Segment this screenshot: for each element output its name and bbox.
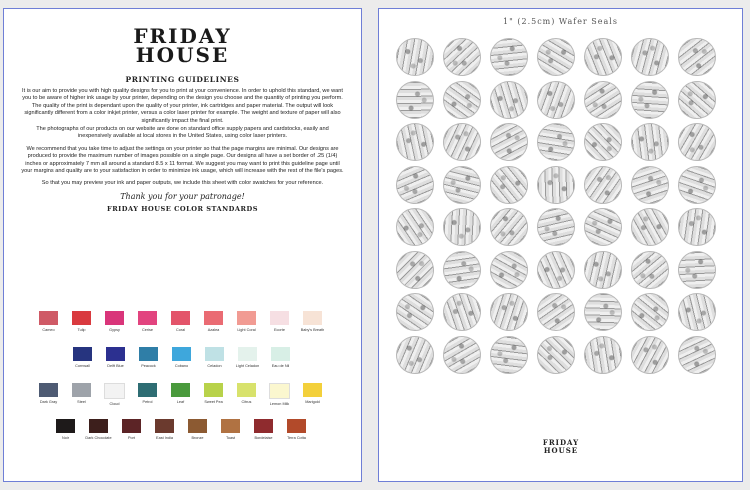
guidelines-paragraph-1: It is our aim to provide you with high quality designs for you to print at your convenience. In order to uphold this standard, we want you to be aware of higher ink usage by your printer, depending on the design you choose and the quantity of printing you perform. The quality of the print is dependant upon the quality of your printer, ink cartridges and paper material. The output will look significantly different from a color inkjet printer, versus a color laser printer for example. The weight and texture of paper will also significantly impact the final print.	[22, 88, 343, 124]
guidelines-paragraph-2: The photographs of our products on our website are done on standard office supply papers and cardstocks, easily and inexpensively available at local stores in the United States, using color laser printers.	[36, 126, 329, 140]
wafer-seal	[389, 243, 442, 296]
color-swatch	[131, 383, 164, 406]
color-swatch	[247, 419, 280, 440]
color-swatch	[296, 383, 329, 406]
swatch-chip	[204, 383, 223, 397]
wafer-seal	[534, 77, 578, 121]
wafer-seal	[393, 77, 438, 122]
swatch-chip	[72, 311, 91, 325]
swatch-row-4	[49, 419, 313, 440]
wafer-seal	[576, 73, 630, 127]
swatch-chip	[237, 383, 256, 397]
swatch-chip	[138, 311, 157, 325]
color-swatch	[65, 311, 98, 332]
swatch-label: Ecorte	[274, 328, 285, 332]
wafer-seal	[441, 206, 483, 248]
color-swatch	[280, 419, 313, 440]
wafer-seal	[488, 291, 531, 334]
color-swatch	[230, 383, 263, 406]
wafer-seal	[482, 158, 536, 212]
wafer-seal	[483, 201, 535, 253]
seal-grid	[396, 38, 716, 378]
swatch-label: Light Coral	[237, 328, 256, 332]
color-swatch	[65, 383, 98, 406]
wafer-seal	[582, 291, 625, 334]
wafer-seal	[436, 286, 488, 338]
wafer-seal	[583, 250, 623, 290]
swatch-chip	[188, 419, 207, 433]
wafer-seal	[392, 332, 438, 378]
swatch-label: Bordelaise	[254, 436, 273, 440]
swatch-label: Citrus	[241, 400, 252, 404]
color-swatch	[82, 419, 115, 440]
swatch-chip	[238, 347, 257, 361]
swatch-chip	[155, 419, 174, 433]
wafer-seal	[671, 328, 724, 381]
swatch-row-1	[32, 311, 329, 332]
wafer-seal	[483, 74, 534, 125]
color-swatch	[198, 347, 231, 368]
swatch-label: Light Celadon	[235, 364, 260, 368]
color-swatch	[132, 347, 165, 368]
wafer-seal	[530, 328, 583, 381]
swatch-label: Eau de Nil	[271, 364, 290, 368]
footer-logo	[537, 439, 585, 455]
swatch-row-2	[66, 347, 297, 368]
wafer-seal	[435, 30, 488, 83]
swatch-chip	[89, 419, 108, 433]
wafer-seal	[626, 331, 674, 379]
color-swatch	[115, 419, 148, 440]
swatch-chip	[73, 347, 92, 361]
wafer-seal	[675, 163, 718, 206]
wafer-seal	[437, 74, 488, 125]
color-swatch	[98, 383, 131, 406]
swatch-label: Steel	[77, 400, 86, 404]
color-swatch	[230, 311, 263, 332]
swatch-label: Cobano	[174, 364, 189, 368]
wafer-seal	[531, 202, 581, 252]
wafer-seals-page	[378, 8, 743, 482]
swatch-label: Peacock	[141, 364, 156, 368]
wafer-seal	[626, 118, 673, 165]
wafer-seal	[389, 158, 442, 211]
color-swatch	[32, 383, 65, 406]
swatch-label: Noir	[62, 436, 69, 440]
wafer-seal	[670, 30, 724, 84]
swatch-chip	[122, 419, 141, 433]
swatch-chip	[287, 419, 306, 433]
swatch-chip	[205, 347, 224, 361]
swatch-row-3	[32, 383, 329, 406]
swatch-label: Azalea	[207, 328, 220, 332]
logo-line-2: HOUSE	[135, 43, 230, 67]
swatch-label: Celadon	[207, 364, 222, 368]
swatch-label: Cornwall	[75, 364, 90, 368]
wafer-seal	[442, 164, 483, 205]
wafer-seal	[435, 328, 489, 382]
guidelines-paragraph-4: So that you may preview your ink and paper outputs, we include this sheet with color swatches for your reference.	[41, 180, 324, 187]
color-swatch	[197, 383, 230, 406]
color-swatch	[263, 311, 296, 332]
wafer-seal	[623, 200, 676, 253]
swatch-label: Cloud	[109, 402, 120, 406]
swatch-label: Leaf	[176, 400, 185, 404]
wafer-seal	[577, 31, 629, 83]
wafer-seal	[629, 36, 670, 77]
swatch-chip	[39, 311, 58, 325]
wafer-seal	[673, 118, 722, 167]
color-swatch	[164, 383, 197, 406]
wafer-seal	[390, 287, 440, 337]
swatch-chip	[56, 419, 75, 433]
color-swatch	[49, 419, 82, 440]
color-swatch	[98, 311, 131, 332]
swatch-chip	[254, 419, 273, 433]
guidelines-paragraph-3: We recommend that you take time to adjust the settings on your printer so that the page margins are minimal. Our designs are produced to provide the maximum number of images possible on a single page. Our designs all have a set border of .25 (1/4) inches or approximately 7 mm all around a standard 8.5 x 11 format. We suggest you may want to print this guideline page until your margins and quality are to your satisfaction in order to minimize ink usage, which will increase with the rest of the file's pages.	[21, 145, 344, 175]
color-swatch	[214, 419, 247, 440]
swatch-label: Delft Blue	[107, 364, 124, 368]
color-standards-heading: FRIDAY HOUSE COLOR STANDARDS	[107, 204, 258, 213]
swatch-chip	[72, 383, 91, 397]
swatch-chip	[139, 347, 158, 361]
swatch-label: Baby's Breath	[300, 328, 325, 332]
wafer-seal	[677, 207, 716, 246]
color-swatch	[197, 311, 230, 332]
color-swatch	[66, 347, 99, 368]
swatch-chip	[106, 347, 125, 361]
swatch-label: Lemon Milk	[269, 402, 290, 406]
wafer-seal	[672, 287, 722, 337]
swatch-label: Dark Gray	[39, 400, 58, 404]
swatch-label: Terra Cotta	[287, 436, 306, 440]
wafer-seal	[482, 115, 535, 168]
swatch-chip	[271, 347, 290, 361]
color-swatch	[131, 311, 164, 332]
swatch-label: Dark Chocolate	[85, 436, 112, 440]
wafer-seal	[624, 286, 676, 338]
color-swatch	[264, 347, 297, 368]
swatch-chip	[171, 383, 190, 397]
swatch-label: Gypsy	[109, 328, 120, 332]
swatch-label: Sweet Pea	[204, 400, 223, 404]
color-swatch	[32, 311, 65, 332]
swatch-label: Coral	[175, 328, 186, 332]
color-swatch	[296, 311, 329, 332]
swatch-chip	[303, 311, 322, 325]
swatch-chip	[105, 311, 124, 325]
swatch-label: Toast	[225, 436, 236, 440]
color-swatch	[231, 347, 264, 368]
swatch-chip	[172, 347, 191, 361]
wafer-seal	[439, 119, 486, 166]
logo-line-1: FRIDAY	[133, 24, 232, 48]
swatch-label: Bronze	[191, 436, 204, 440]
swatch-chip	[204, 311, 223, 325]
wafer-seal	[485, 33, 532, 80]
swatch-chip	[171, 311, 190, 325]
wafer-seal	[530, 243, 583, 296]
wafer-seal	[580, 204, 626, 250]
wafer-seal	[671, 73, 723, 125]
wafer-seal	[624, 159, 675, 210]
swatch-label: Tulip	[77, 328, 86, 332]
wafer-seal	[579, 330, 627, 378]
thanks-note: Thank you for your patronage!	[120, 191, 245, 201]
swatch-chip	[39, 383, 58, 397]
swatch-label: Cerise	[142, 328, 153, 332]
wafer-seal	[438, 246, 486, 294]
swatch-label: Cameo	[42, 328, 55, 332]
swatch-label: East India	[156, 436, 173, 440]
footer-logo-line-1: FRIDAY	[542, 438, 580, 447]
wafer-seal	[529, 285, 583, 339]
wafer-seal	[489, 335, 529, 375]
wafer-seal	[388, 200, 442, 254]
wafer-seal	[629, 79, 671, 121]
wafer-seal	[623, 243, 677, 297]
wafer-seal	[396, 38, 434, 76]
wafer-seals-title: 1" (2.5cm) Wafer Seals	[503, 17, 618, 26]
friday-house-logo	[4, 24, 361, 67]
wafer-seal	[531, 32, 580, 81]
swatch-label: Marigold	[305, 400, 320, 404]
footer-logo-line-2: HOUSE	[543, 446, 579, 455]
swatch-chip	[138, 383, 157, 397]
wafer-seal	[578, 159, 628, 209]
guidelines-heading: PRINTING GUIDELINES	[125, 75, 240, 84]
color-swatch	[99, 347, 132, 368]
wafer-seal	[390, 117, 439, 166]
swatch-chip	[269, 383, 290, 399]
swatch-label: Petrol	[142, 400, 153, 404]
wafer-seal	[533, 162, 578, 207]
color-swatch	[181, 419, 214, 440]
color-swatch	[164, 311, 197, 332]
swatch-chip	[303, 383, 322, 397]
wafer-seal	[576, 115, 629, 168]
printing-guidelines-page	[3, 8, 362, 482]
color-swatch	[148, 419, 181, 440]
swatch-chip	[270, 311, 289, 325]
swatch-chip	[221, 419, 240, 433]
swatch-chip	[237, 311, 256, 325]
wafer-seal	[485, 245, 533, 293]
wafer-seal	[674, 247, 720, 293]
color-swatch	[165, 347, 198, 368]
wafer-seal	[537, 123, 576, 162]
swatch-label: Port	[128, 436, 135, 440]
swatch-chip	[104, 383, 125, 399]
color-swatch	[263, 383, 296, 406]
